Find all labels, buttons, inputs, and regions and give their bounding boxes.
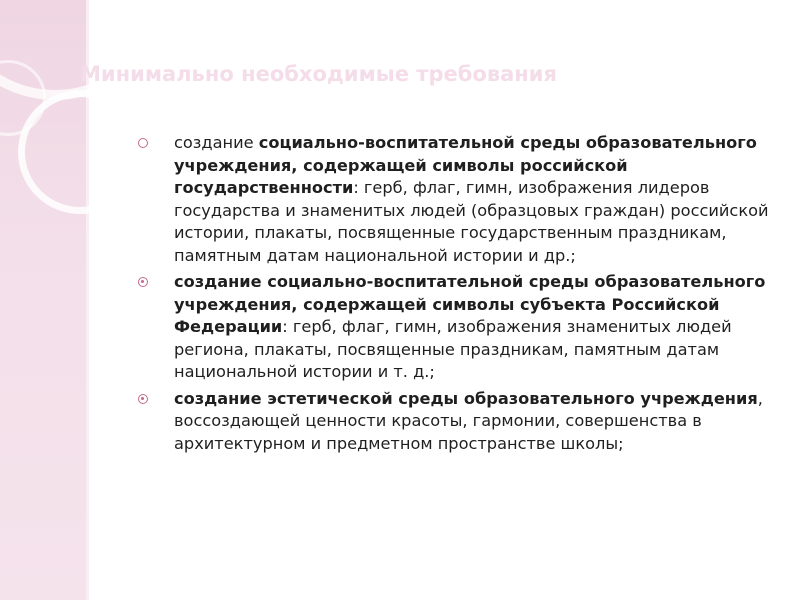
- item-rest-text: : герб, флаг, гимн, изображения лидеров государства и знаменитых людей (образцовых граждан) российской истории, плакаты, посвященные государственным праздникам, памятным датам национальной истории и др.;: [174, 178, 769, 265]
- bullet-list: [132, 132, 782, 459]
- bullet-icon: [138, 138, 148, 148]
- bullet-icon: [138, 394, 148, 404]
- bullet-icon: [138, 277, 148, 287]
- item-bold-text: создание эстетической среды образовательного учреждения: [174, 388, 758, 408]
- list-item: [132, 388, 782, 456]
- list-item: [132, 271, 782, 384]
- item-lead-text: создание: [174, 133, 259, 152]
- list-item: [132, 132, 782, 267]
- item-rest-text: , воссоздающей ценности красоты, гармонии, совершенства в архитектурном и предметном пространстве школы;: [174, 388, 763, 453]
- item-bold-text: социально-воспитательной среды образовательного учреждения, содержащей символы российской государственности: [174, 133, 757, 197]
- item-rest-text: : герб, флаг, гимн, изображения знаменитых людей региона, плакаты, посвященные праздникам, памятным датам национальной истории и т. д.;: [174, 317, 732, 381]
- slide-title: Минимально необходимые требования: [80, 62, 557, 86]
- item-bold-text: создание социально-воспитательной среды образовательного учреждения, содержащей символы субъекта Российской Федерации: [174, 272, 766, 336]
